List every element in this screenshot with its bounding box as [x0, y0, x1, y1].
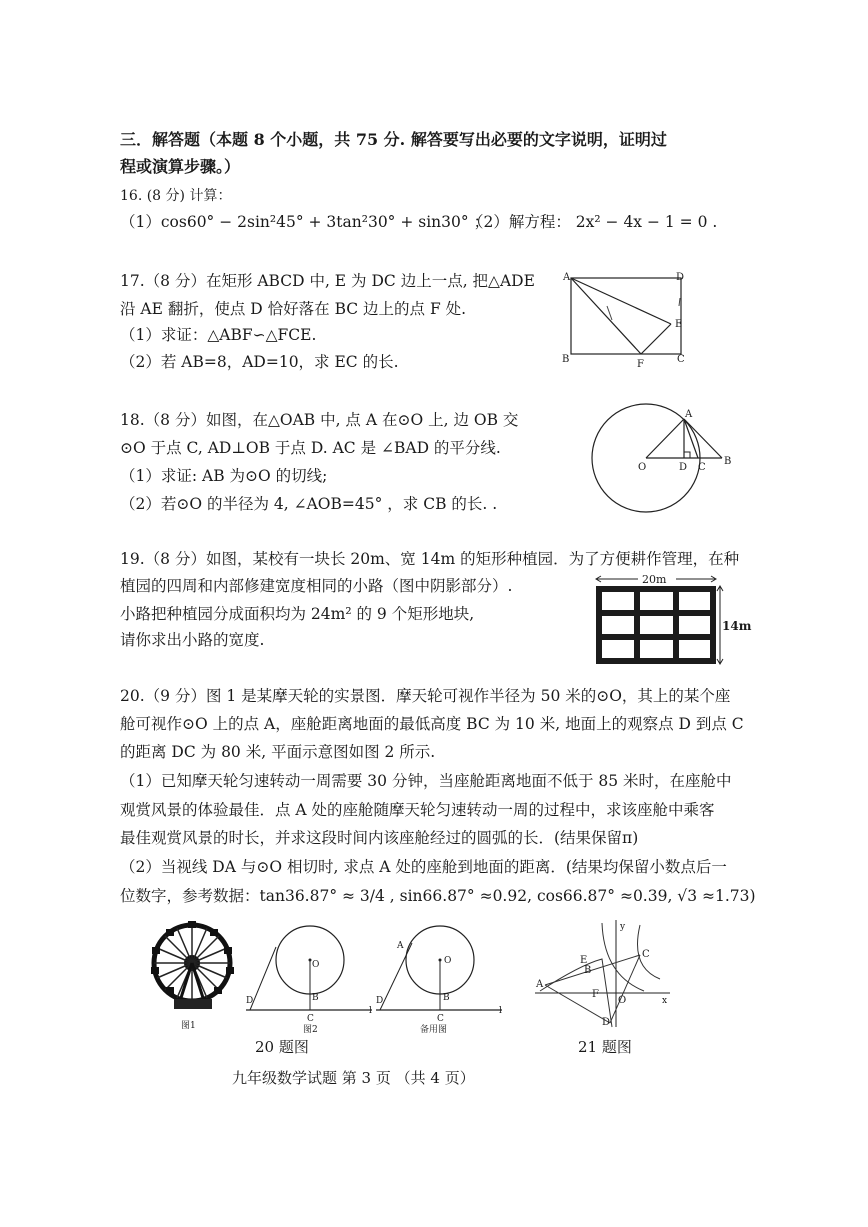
q19-width-label: 20m — [642, 573, 667, 586]
q18-figure — [590, 402, 740, 517]
q17-label-a: A — [563, 272, 571, 283]
q17-line1: 17.（8 分）在矩形 ABCD 中, E 为 DC 边上一点, 把△ADE — [120, 272, 535, 290]
q19-line2: 植园的四周和内部修建宽度相同的小路（图中阴影部分）. — [120, 577, 513, 595]
svg-text:C: C — [437, 1014, 444, 1024]
q18-label-c: C — [698, 462, 706, 473]
q17-line2: 沿 AE 翻折，使点 D 恰好落在 BC 边上的点 F 处. — [120, 300, 467, 318]
fig2-diagram — [246, 926, 372, 1024]
q21-label-e: E — [580, 955, 588, 966]
q19-height-label: 14m — [722, 619, 752, 633]
q17-label-f: F — [637, 359, 644, 370]
fig2-label: 图2 — [303, 1025, 318, 1035]
q19-line1: 19.（8 分）如图，某校有一块长 20m、宽 14m 的矩形种植园．为了方便耕作管理，在种 — [120, 550, 740, 568]
svg-text:B: B — [312, 993, 319, 1003]
q18-label-o: O — [638, 462, 647, 473]
q18-label-a: A — [685, 409, 693, 420]
q21-label-c: C — [642, 949, 650, 960]
q21-caption: 21 题图 — [578, 1038, 632, 1056]
page-footer: 九年级数学试题 第 3 页 （共 4 页） — [232, 1069, 475, 1087]
q20-line6: 最佳观赏风景的时长，并求这段时间内该座舱经过的圆弧的长．(结果保留π) — [120, 829, 639, 847]
q20-line7: （2）当视线 DA 与⊙O 相切时, 求点 A 处的座舱到地面的距离．(结果均保留小数点后一 — [120, 858, 727, 876]
q21-diagram — [535, 920, 670, 1028]
q21-label-a: A — [536, 979, 544, 990]
svg-text:O: O — [312, 960, 320, 970]
q21-label-x: x — [662, 996, 668, 1006]
q17-label-e: E — [675, 319, 683, 330]
q21-label-y: y — [620, 922, 626, 932]
fig3-label: 备用图 — [420, 1025, 448, 1035]
fig1-label: 图1 — [181, 1021, 196, 1031]
svg-text:C: C — [307, 1014, 314, 1024]
q17-label-d: D — [676, 272, 685, 283]
q18-line4: （2）若⊙O 的半径为 4, ∠AOB=45° ，求 CB 的长. . — [120, 495, 498, 513]
svg-text:O: O — [444, 956, 452, 966]
q16-part2: （2）解方程： 2x² − 4x − 1 = 0 . — [468, 213, 718, 231]
q20-line5: 观赏风景的体验最佳．点 A 处的座舱随摩天轮匀速转动一周的过程中，求该座舱中乘客 — [120, 801, 715, 819]
q17-figure — [555, 270, 695, 370]
q19-line3: 小路把种植园分成面积均为 24m² 的 9 个矩形地块, — [120, 605, 475, 623]
q18-line1: 18.（8 分）如图，在△OAB 中, 点 A 在⊙O 上, 边 OB 交 — [120, 411, 519, 429]
backup-diagram — [376, 926, 502, 1024]
svg-text:A: A — [397, 941, 404, 951]
ferris-wheel-image — [151, 921, 234, 1009]
q19-line4: 请你求出小路的宽度. — [120, 631, 265, 649]
q21-label-b: B — [584, 965, 592, 976]
q17-label-b: B — [562, 354, 570, 365]
q18-line3: （1）求证: AB 为⊙O 的切线; — [120, 467, 328, 485]
svg-text:B: B — [443, 993, 450, 1003]
q20-line8: 位数字，参考数据：tan36.87° ≈ 3/4 , sin66.87° ≈0.92, cos66.87° ≈0.39, √3 ≈1.73) — [120, 887, 756, 905]
q20-line2: 舱可视作⊙O 上的点 A，座舱距离地面的最低高度 BC 为 10 米, 地面上的观察点 D 到点 C — [120, 715, 744, 733]
section-heading-line2: 程或演算步骤。） — [120, 157, 241, 176]
svg-text:l: l — [369, 1006, 372, 1016]
q18-label-d: D — [679, 462, 688, 473]
q16-part1: （1）cos60° − 2sin²45° + 3tan²30° + sin30° ； — [120, 213, 490, 231]
q16-header: 16. (8 分) 计算： — [120, 188, 232, 204]
q19-figure — [588, 566, 752, 676]
q21-label-o: O — [618, 995, 627, 1006]
svg-text:l: l — [499, 1006, 502, 1016]
q21-label-d: D — [602, 1017, 611, 1028]
q17-line4: （2）若 AB=8，AD=10，求 EC 的长. — [120, 353, 399, 371]
svg-text:D: D — [376, 996, 384, 1006]
svg-text:D: D — [246, 996, 254, 1006]
q17-line3: （1）求证：△ABF∽△FCE. — [120, 326, 317, 344]
section-heading-line1: 三．解答题（本题 8 个小题，共 75 分. 解答要写出必要的文字说明，证明过 — [120, 130, 667, 149]
q20-line1: 20.（9 分）图 1 是某摩天轮的实景图．摩天轮可视作半径为 50 米的⊙O，其上的某个座 — [120, 687, 731, 705]
q20-line4: （1）已知摩天轮匀速转动一周需要 30 分钟，当座舱距离地面不低于 85 米时，在座舱中 — [120, 772, 732, 790]
q17-label-c: C — [677, 354, 685, 365]
q20-line3: 的距离 DC 为 80 米, 平面示意图如图 2 所示. — [120, 743, 436, 761]
q21-label-f: F — [592, 989, 599, 1000]
q18-line2: ⊙O 于点 C, AD⊥OB 于点 D. AC 是 ∠BAD 的平分线. — [120, 439, 501, 457]
q18-label-b: B — [724, 456, 732, 467]
q20-figures — [150, 915, 668, 1035]
q20-caption: 20 题图 — [255, 1038, 309, 1056]
